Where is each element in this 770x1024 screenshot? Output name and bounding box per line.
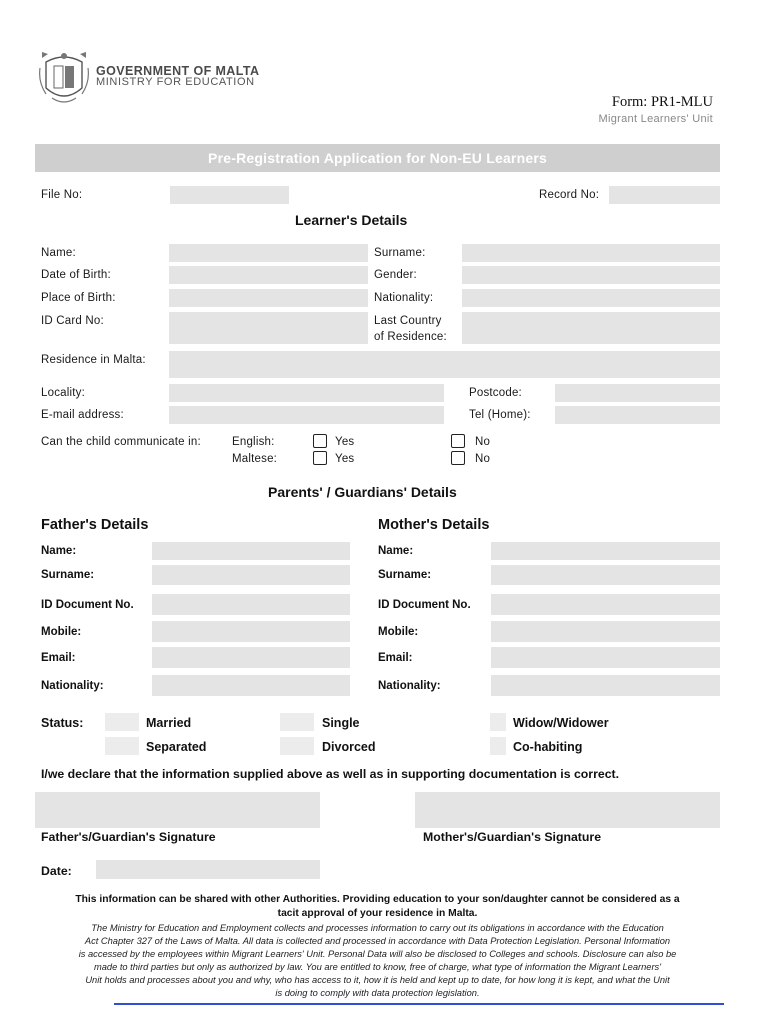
mother-id-label: ID Document No. xyxy=(378,599,471,611)
dob-label: Date of Birth: xyxy=(41,269,111,281)
english-no-checkbox[interactable] xyxy=(451,434,465,448)
father-signature-field[interactable] xyxy=(35,792,320,828)
privacy-line1: The Ministry for Education and Employment collects and processes information to carry out its obligations in accordance with the Education xyxy=(91,923,664,933)
father-email-label: Email: xyxy=(41,652,76,664)
father-nationality-label: Nationality: xyxy=(41,680,104,692)
date-field[interactable] xyxy=(96,860,320,879)
maltese-label: Maltese: xyxy=(232,453,278,465)
learner-surname-label: Surname: xyxy=(374,247,426,259)
father-id-label: ID Document No. xyxy=(41,599,134,611)
page-title: Pre-Registration Application for Non-EU Learners xyxy=(208,150,547,166)
mother-mobile-label: Mobile: xyxy=(378,626,419,638)
id-card-label: ID Card No: xyxy=(41,315,104,327)
father-id-field[interactable] xyxy=(152,594,350,615)
email-label: E-mail address: xyxy=(41,409,124,421)
widow-label: Widow/Widower xyxy=(513,716,609,730)
father-details-heading: Father's Details xyxy=(41,517,149,533)
cohabiting-checkbox[interactable] xyxy=(490,737,506,755)
mother-id-field[interactable] xyxy=(491,594,720,615)
file-no-field[interactable] xyxy=(170,186,289,204)
footer-divider xyxy=(114,1003,724,1005)
learner-name-field[interactable] xyxy=(169,244,368,262)
privacy-line5: Unit holds and processes about you and why, who has access to it, how it is held and kept up to date, for how long it is kept, and what the Unit xyxy=(85,975,670,985)
learner-surname-field[interactable] xyxy=(462,244,720,262)
divorced-checkbox[interactable] xyxy=(280,737,314,755)
gender-label: Gender: xyxy=(374,269,417,281)
postcode-label: Postcode: xyxy=(469,387,522,399)
footer-notice-line2: tacit approval of your residence in Malta. xyxy=(277,908,478,919)
dob-field[interactable] xyxy=(169,266,368,284)
separated-label: Separated xyxy=(146,740,207,754)
place-of-birth-label: Place of Birth: xyxy=(41,292,116,304)
mother-signature-label: Mother's/Guardian's Signature xyxy=(423,830,602,844)
residence-label: Residence in Malta: xyxy=(41,354,146,366)
gender-field[interactable] xyxy=(462,266,720,284)
government-crest-logo xyxy=(38,48,90,106)
place-of-birth-field[interactable] xyxy=(169,289,368,307)
footer-notice-line1: This information can be shared with other Authorities. Providing education to your son/daughter cannot be considered as a xyxy=(75,894,680,905)
father-name-field[interactable] xyxy=(152,542,350,560)
learner-nationality-label: Nationality: xyxy=(374,292,434,304)
cohabiting-label: Co-habiting xyxy=(513,740,583,754)
privacy-line4: made to third parties but only as authorized by law. You are entitled to know, free of charge, what type of information the Migrant Learners' xyxy=(94,962,661,972)
english-yes-checkbox[interactable] xyxy=(313,434,327,448)
father-mobile-label: Mobile: xyxy=(41,626,82,638)
divorced-label: Divorced xyxy=(322,740,376,754)
mother-name-field[interactable] xyxy=(491,542,720,560)
unit-name: Migrant Learners' Unit xyxy=(598,113,713,125)
id-card-field[interactable] xyxy=(169,312,368,344)
mother-name-label: Name: xyxy=(378,545,414,557)
father-signature-label: Father's/Guardian's Signature xyxy=(41,830,216,844)
org-name-line1: GOVERNMENT OF MALTA xyxy=(96,64,260,78)
privacy-line2: Act Chapter 327 of the Laws of Malta. All data is collected and processed in accordance with Data Protection Legislation. Personal Information xyxy=(84,936,671,946)
postcode-field[interactable] xyxy=(555,384,720,402)
mother-nationality-label: Nationality: xyxy=(378,680,441,692)
mother-details-heading: Mother's Details xyxy=(378,517,490,533)
mother-nationality-field[interactable] xyxy=(491,675,720,696)
single-label: Single xyxy=(322,716,360,730)
father-surname-field[interactable] xyxy=(152,565,350,585)
father-nationality-field[interactable] xyxy=(152,675,350,696)
last-country-label-2: of Residence: xyxy=(374,331,447,343)
single-checkbox[interactable] xyxy=(280,713,314,731)
last-country-label-1: Last Country xyxy=(374,315,442,327)
married-checkbox[interactable] xyxy=(105,713,139,731)
separated-checkbox[interactable] xyxy=(105,737,139,755)
parents-details-heading: Parents' / Guardians' Details xyxy=(268,484,457,500)
married-label: Married xyxy=(146,716,192,730)
form-code: Form: PR1-MLU xyxy=(611,94,713,110)
widow-checkbox[interactable] xyxy=(490,713,506,731)
learner-nationality-field[interactable] xyxy=(462,289,720,307)
last-country-field[interactable] xyxy=(462,312,720,344)
mother-mobile-field[interactable] xyxy=(491,621,720,642)
learner-name-label: Name: xyxy=(41,247,76,259)
father-name-label: Name: xyxy=(41,545,77,557)
father-mobile-field[interactable] xyxy=(152,621,350,642)
maltese-no-label: No xyxy=(475,453,491,465)
tel-field[interactable] xyxy=(555,406,720,424)
declaration-text: I/we declare that the information supplied above as well as in supporting documentation is correct. xyxy=(41,767,620,781)
locality-field[interactable] xyxy=(169,384,444,402)
privacy-line3: is accessed by the employees within Migrant Learners' Unit. Personal Data will also be disclosed to Colleges and schools. Disclosure can also be xyxy=(78,949,677,959)
privacy-line6: is doing to comply with data protection legislation. xyxy=(275,988,480,998)
father-email-field[interactable] xyxy=(152,647,350,668)
english-yes-label: Yes xyxy=(335,436,355,448)
date-label: Date: xyxy=(41,864,72,878)
record-no-label: Record No: xyxy=(539,189,600,201)
mother-email-field[interactable] xyxy=(491,647,720,668)
tel-label: Tel (Home): xyxy=(469,409,531,421)
record-no-field[interactable] xyxy=(609,186,720,204)
email-field[interactable] xyxy=(169,406,444,424)
mother-surname-field[interactable] xyxy=(491,565,720,585)
status-label: Status: xyxy=(41,716,84,730)
communicate-label: Can the child communicate in: xyxy=(41,436,201,448)
maltese-yes-label: Yes xyxy=(335,453,355,465)
locality-label: Locality: xyxy=(41,387,85,399)
mother-signature-field[interactable] xyxy=(415,792,720,828)
org-name-line2: MINISTRY FOR EDUCATION xyxy=(96,76,255,88)
mother-email-label: Email: xyxy=(378,652,413,664)
learner-details-heading: Learner's Details xyxy=(295,212,408,228)
english-no-label: No xyxy=(475,436,491,448)
residence-field[interactable] xyxy=(169,351,720,378)
mother-surname-label: Surname: xyxy=(378,569,432,581)
father-surname-label: Surname: xyxy=(41,569,95,581)
english-label: English: xyxy=(232,436,275,448)
maltese-yes-checkbox[interactable] xyxy=(313,451,327,465)
maltese-no-checkbox[interactable] xyxy=(451,451,465,465)
file-no-label: File No: xyxy=(41,189,83,201)
